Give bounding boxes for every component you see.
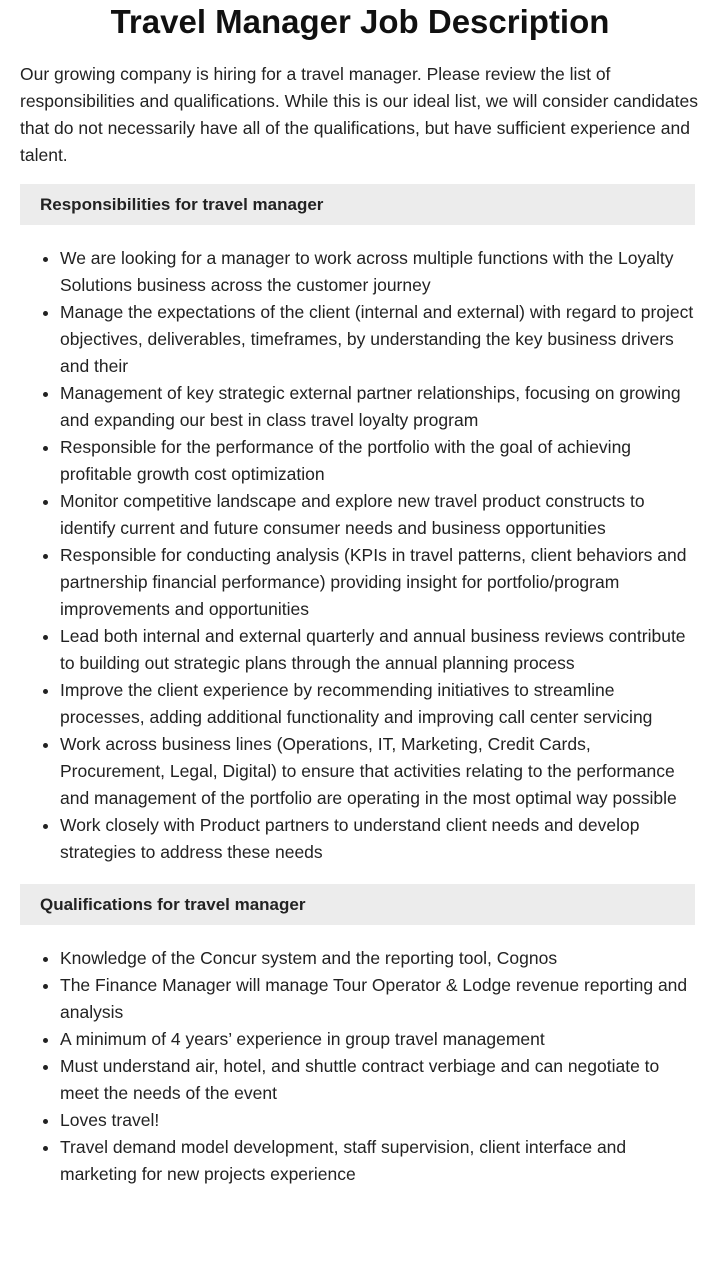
- page-title: Travel Manager Job Description: [110, 3, 610, 40]
- responsibilities-heading: Responsibilities for travel manager: [20, 184, 695, 225]
- intro-paragraph: Our growing company is hiring for a travel manager. Please review the list of responsibilities and qualifications. While this is our ideal list, we will consider candidates that do not necessarily have all of the qualifications, but have sufficient experience and talent.: [20, 64, 698, 165]
- list-item: • Loves travel!: [60, 1107, 695, 1134]
- list-item: • Work across business lines (Operations, IT, Marketing, Credit Cards, Procurement, Legal, Digital) to ensure that activities relating to the performance and management of the portfolio are operating in the most optimal way possible: [60, 731, 695, 812]
- list-item: • Work closely with Product partners to understand client needs and develop strategies to address these needs: [60, 812, 695, 866]
- list-item: • A minimum of 4 years’ experience in group travel management: [60, 1026, 695, 1053]
- list-item: • Travel demand model development, staff supervision, client interface and marketing for new projects experience: [60, 1134, 695, 1188]
- list-item: • Lead both internal and external quarterly and annual business reviews contribute to building out strategic plans through the annual planning process: [60, 623, 695, 677]
- list-item: • Must understand air, hotel, and shuttle contract verbiage and can negotiate to meet the needs of the event: [60, 1053, 695, 1107]
- list-item: • Manage the expectations of the client (internal and external) with regard to project objectives, deliverables, timeframes, by understanding the key business drivers and their: [60, 299, 695, 380]
- list-item: • Improve the client experience by recommending initiatives to streamline processes, adding additional functionality and improving call center servicing: [60, 677, 695, 731]
- list-item: • Knowledge of the Concur system and the reporting tool, Cognos: [60, 945, 695, 972]
- qualifications-list: [20, 945, 695, 1188]
- list-item: • Responsible for the performance of the portfolio with the goal of achieving profitable growth cost optimization: [60, 434, 695, 488]
- list-item: • Monitor competitive landscape and explore new travel product constructs to identify current and future consumer needs and business opportunities: [60, 488, 695, 542]
- list-item: • Responsible for conducting analysis (KPIs in travel patterns, client behaviors and partnership financial performance) providing insight for portfolio/program improvements and opportunities: [60, 542, 695, 623]
- qualifications-heading: Qualifications for travel manager: [20, 884, 695, 925]
- list-item: • Management of key strategic external partner relationships, focusing on growing and expanding our best in class travel loyalty program: [60, 380, 695, 434]
- list-item: • We are looking for a manager to work across multiple functions with the Loyalty Solutions business across the customer journey: [60, 245, 695, 299]
- responsibilities-list: [20, 245, 695, 866]
- list-item: • The Finance Manager will manage Tour Operator & Lodge revenue reporting and analysis: [60, 972, 695, 1026]
